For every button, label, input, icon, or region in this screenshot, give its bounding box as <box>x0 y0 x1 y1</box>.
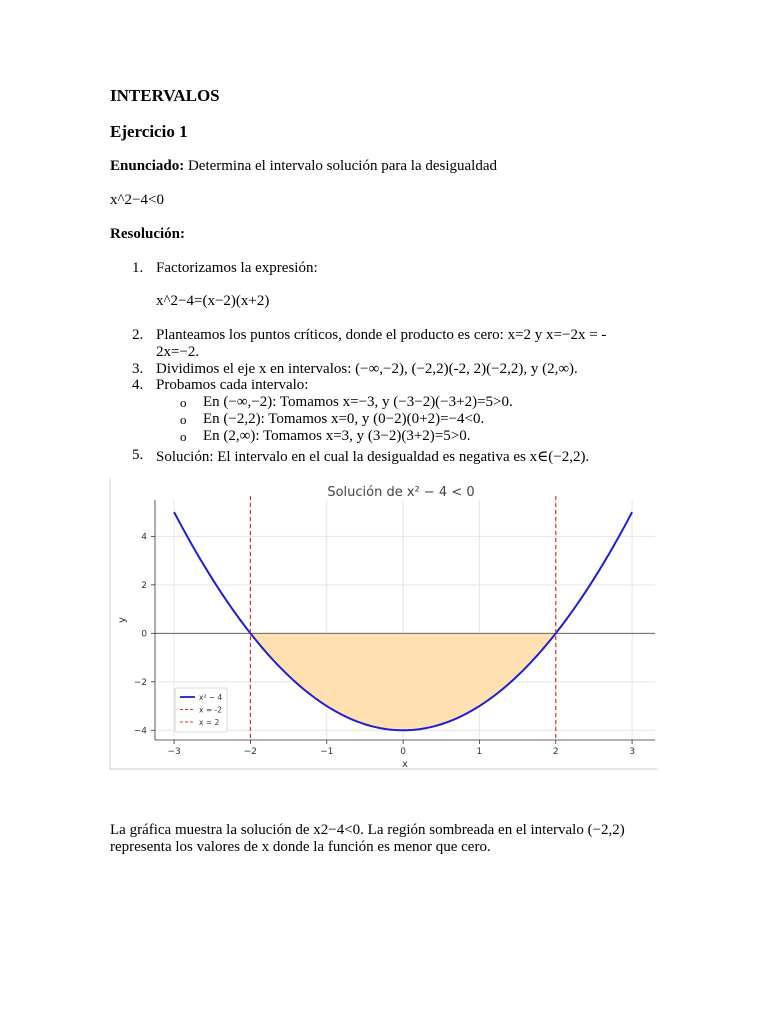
legend-entry: x² − 4 <box>199 693 223 702</box>
legend-entry: x = 2 <box>199 718 220 727</box>
chart-title: Solución de x² − 4 < 0 <box>327 485 475 500</box>
step-number: 4. <box>132 377 144 393</box>
step-number: 2. <box>132 327 144 343</box>
inequality-line: x^2−4<0 <box>110 192 164 208</box>
y-tick-label: −2 <box>133 677 147 688</box>
step-text: Factorizamos la expresión: <box>156 260 318 276</box>
legend-entry: x = -2 <box>199 705 222 715</box>
step-number: 3. <box>132 361 144 377</box>
factorization-line: x^2−4=(x−2)(x+2) <box>156 293 270 309</box>
step-text-continued: 2x=−2. <box>156 344 200 360</box>
exercise-heading: Ejercicio 1 <box>110 122 188 141</box>
y-axis-label: y <box>117 617 128 623</box>
x-tick-label: −1 <box>320 747 334 757</box>
step-text: Planteamos los puntos críticos, donde el producto es cero: x=2 y x=−2x = - <box>156 327 607 343</box>
subitem-text: En (2,∞): Tomamos x=3, y (3−2)(3+2)=5>0. <box>203 428 471 444</box>
subitem-text: En (−∞,−2): Tomamos x=−3, y (−3−2)(−3+2)=5>0. <box>203 394 513 410</box>
x-tick-label: 0 <box>400 747 406 757</box>
step-text: Dividimos el eje x en intervalos: (−∞,−2), (−2,2)(-2, 2)(−2,2), y (2,∞). <box>156 361 578 377</box>
solution-chart <box>109 478 658 770</box>
document-title: INTERVALOS <box>110 86 220 105</box>
step-text: Solución: El intervalo en el cual la desigualdad es negativa es x∈(−2,2). <box>156 449 590 465</box>
bullet-marker: o <box>180 429 187 444</box>
step-number: 1. <box>132 260 144 276</box>
bullet-marker: o <box>180 412 187 427</box>
y-tick-label: 4 <box>141 532 147 543</box>
step-text: Probamos cada intervalo: <box>156 377 309 393</box>
caption-line: La gráfica muestra la solución de x2−4<0. La región sombreada en el intervalo (−2,2) <box>110 822 625 838</box>
x-tick-label: 2 <box>552 747 559 757</box>
subitem-text: En (−2,2): Tomamos x=0, y (0−2)(0+2)=−4<0. <box>203 411 485 427</box>
y-tick-label: 2 <box>141 580 147 591</box>
y-tick-label: −4 <box>133 726 147 737</box>
step-number: 5. <box>132 447 144 463</box>
x-tick-label: 3 <box>629 747 635 757</box>
bullet-marker: o <box>180 395 187 410</box>
caption-line: representa los valores de x donde la función es menor que cero. <box>110 839 491 855</box>
statement-paragraph <box>110 158 497 175</box>
statement-text: Determina el intervalo solución para la desigualdad <box>184 158 498 174</box>
chart-svg <box>109 478 658 770</box>
statement-label: Enunciado: <box>110 158 185 174</box>
x-tick-label: −2 <box>243 747 258 757</box>
x-axis-label: x <box>402 759 408 770</box>
resolution-label: Resolución: <box>110 226 185 242</box>
y-tick-label: 0 <box>141 629 147 640</box>
x-tick-label: −3 <box>167 747 181 757</box>
x-tick-label: 1 <box>476 747 483 757</box>
